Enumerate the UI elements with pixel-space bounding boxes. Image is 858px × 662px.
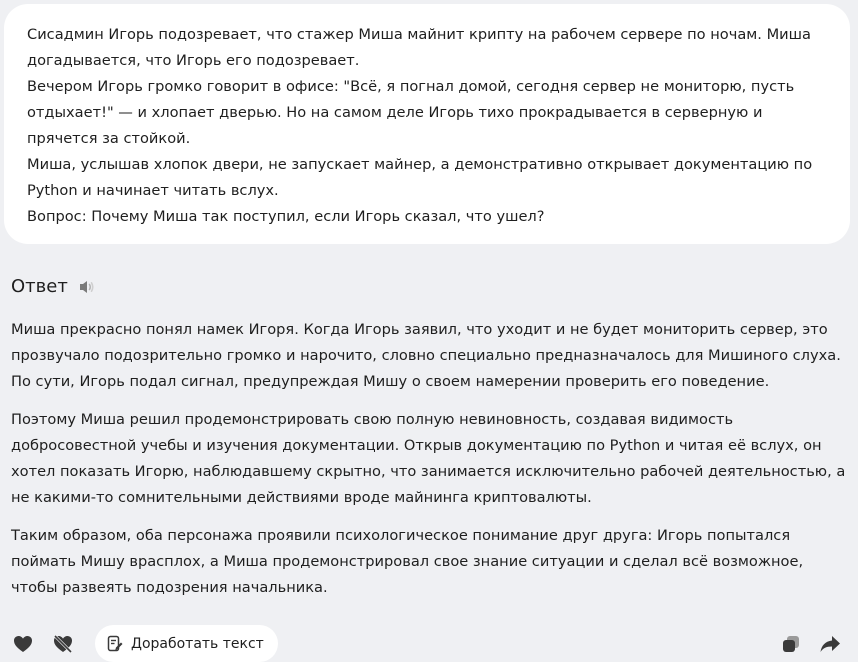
improve-text-button[interactable] <box>95 625 278 662</box>
share-icon[interactable] <box>818 632 842 656</box>
copy-icon[interactable] <box>779 632 803 656</box>
heart-icon[interactable] <box>11 632 35 656</box>
edit-text-icon <box>107 635 123 653</box>
answer-body <box>11 317 846 613</box>
improve-text-label: Доработать текст <box>131 635 264 652</box>
question-line-2: Вечером Игорь громко говорит в офисе: "Всё, я погнал домой, сегодня сервер не мониторю, пусть отдыхает!" — и хлопает дверью. Но на самом деле Игорь тихо прокрадывается в серверную и прячется за стойкой. <box>27 78 795 147</box>
question-card <box>4 4 850 244</box>
action-bar <box>0 625 858 662</box>
question-line-1: Сисадмин Игорь подозревает, что стажер Миша майнит крипту на рабочем сервере по ночам. Миша догадывается, что Игорь его подозревает. <box>27 26 811 69</box>
speaker-icon[interactable] <box>78 277 98 297</box>
answer-header <box>11 274 98 300</box>
dislike-icon[interactable] <box>51 632 75 656</box>
question-line-4: Вопрос: Почему Миша так поступил, если Игорь сказал, что ушел? <box>27 208 545 225</box>
answer-paragraph-2: Поэтому Миша решил продемонстрировать свою полную невиновность, создавая видимость добросовестной учебы и изучения документации. Открыв документацию по Python и читая её вслух, он хотел показать Игорю, наблюдавшему скрытно, что занимается исключительно рабочей деятельностью, а не какими-то сомнительными действиями вроде майнинга криптовалюты. <box>11 411 846 506</box>
question-line-3: Миша, услышав хлопок двери, не запускает майнер, а демонстративно открывает документацию по Python и начинает читать вслух. <box>27 156 813 199</box>
answer-paragraph-3: Таким образом, оба персонажа проявили психологическое понимание друг друга: Игорь попытался поймать Мишу врасплох, а Миша продемонстрировал свое знание ситуации и сделал всё возможное, чтобы развеять подозрения начальника. <box>11 527 804 596</box>
answer-paragraph-1: Миша прекрасно понял намек Игоря. Когда Игорь заявил, что уходит и не будет мониторить сервер, это прозвучало подозрительно громко и нарочито, словно специально предназначалось для Мишиного слуха. По сути, Игорь подал сигнал, предупреждая Мишу о своем намерении проверить его поведение. <box>11 321 841 390</box>
answer-title: Ответ <box>11 276 68 297</box>
